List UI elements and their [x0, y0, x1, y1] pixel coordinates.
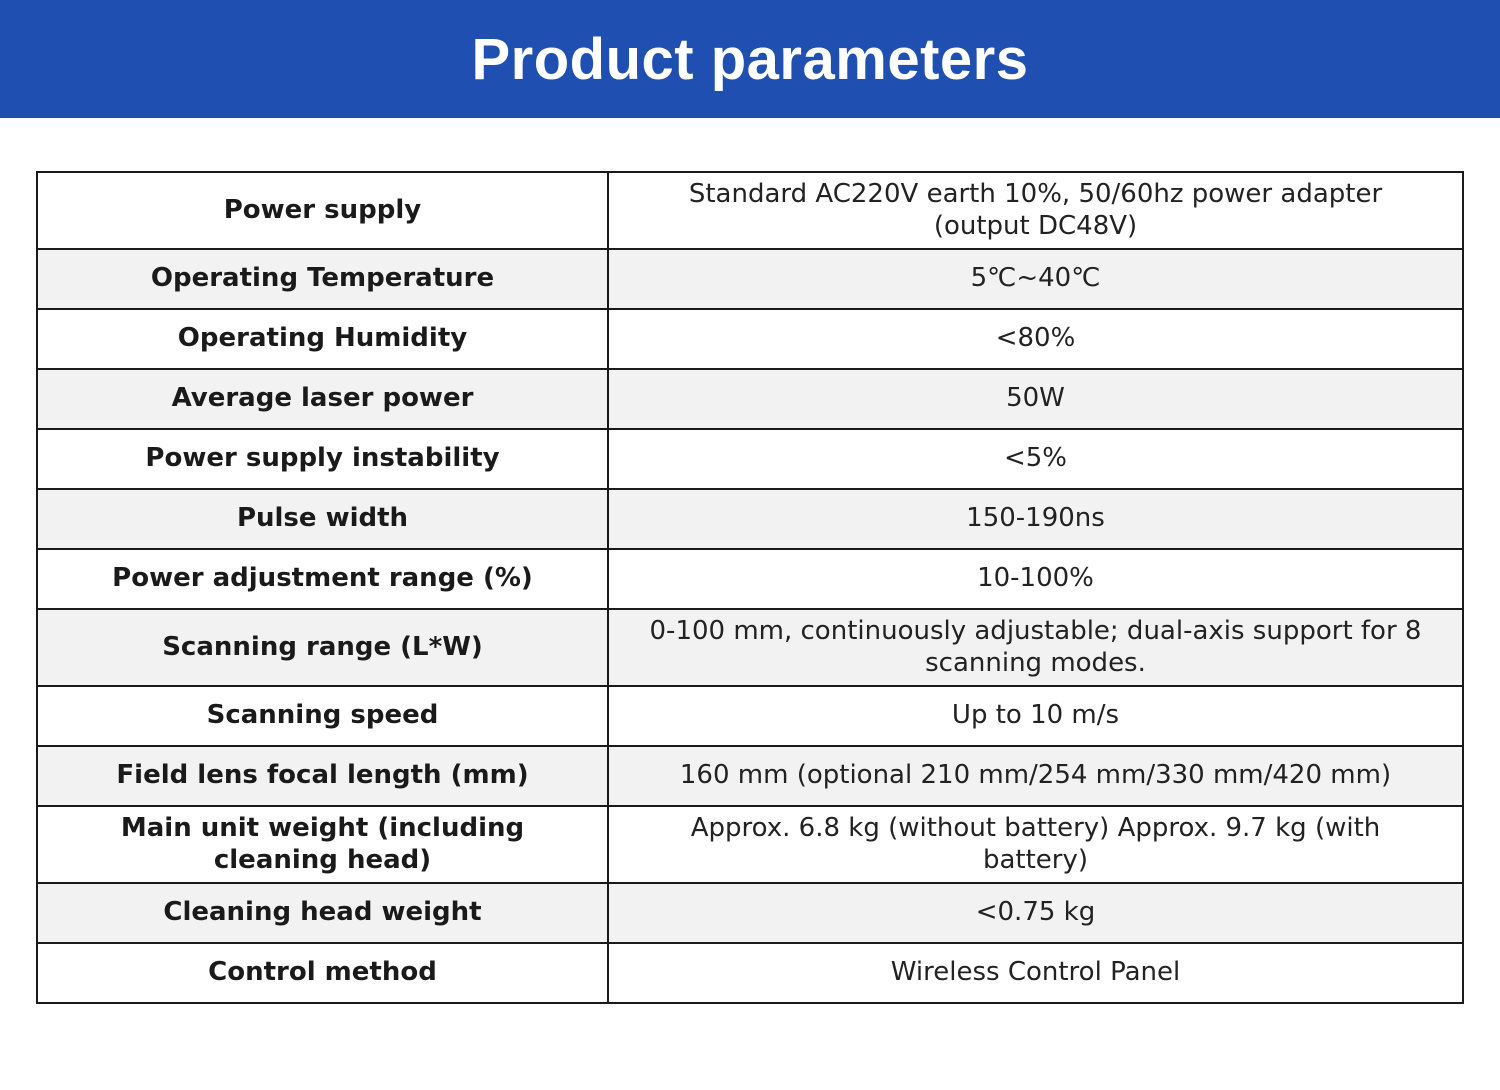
table-row: [37, 943, 1463, 1003]
parameter-name: Power adjustment range (%): [37, 549, 608, 609]
parameter-name: Scanning range (L*W): [37, 609, 608, 686]
parameter-value: <0.75 kg: [608, 883, 1463, 943]
parameter-value: <5%: [608, 429, 1463, 489]
parameter-name: Pulse width: [37, 489, 608, 549]
parameter-value: 0-100 mm, continuously adjustable; dual-axis support for 8 scanning modes.: [608, 609, 1463, 686]
parameter-value: Standard AC220V earth 10%, 50/60hz power adapter (output DC48V): [608, 172, 1463, 249]
parameter-value: Approx. 6.8 kg (without battery) Approx. 9.7 kg (with battery): [608, 806, 1463, 883]
table-row: [37, 746, 1463, 806]
parameter-value: <80%: [608, 309, 1463, 369]
page-header: [0, 0, 1500, 118]
table-row: [37, 489, 1463, 549]
parameters-table: [36, 171, 1464, 1004]
page-title: Product parameters: [471, 26, 1029, 92]
table-row: [37, 429, 1463, 489]
parameter-value: 150-190ns: [608, 489, 1463, 549]
parameter-value: Wireless Control Panel: [608, 943, 1463, 1003]
table-row: [37, 172, 1463, 249]
parameter-name: Power supply instability: [37, 429, 608, 489]
parameter-value: 160 mm (optional 210 mm/254 mm/330 mm/420 mm): [608, 746, 1463, 806]
parameter-name: Average laser power: [37, 369, 608, 429]
parameter-name: Power supply: [37, 172, 608, 249]
parameter-name: Cleaning head weight: [37, 883, 608, 943]
table-row: [37, 249, 1463, 309]
table-row: [37, 609, 1463, 686]
parameter-name: Operating Humidity: [37, 309, 608, 369]
parameter-value: 10-100%: [608, 549, 1463, 609]
table-row: [37, 806, 1463, 883]
parameter-name: Control method: [37, 943, 608, 1003]
parameter-name: Scanning speed: [37, 686, 608, 746]
parameter-value: 5℃~40℃: [608, 249, 1463, 309]
table-row: [37, 883, 1463, 943]
table-row: [37, 309, 1463, 369]
parameter-name: Field lens focal length (mm): [37, 746, 608, 806]
parameter-name: Operating Temperature: [37, 249, 608, 309]
parameter-name: Main unit weight (including cleaning head): [37, 806, 608, 883]
table-row: [37, 549, 1463, 609]
parameter-value: Up to 10 m/s: [608, 686, 1463, 746]
table-row: [37, 686, 1463, 746]
parameter-value: 50W: [608, 369, 1463, 429]
table-row: [37, 369, 1463, 429]
